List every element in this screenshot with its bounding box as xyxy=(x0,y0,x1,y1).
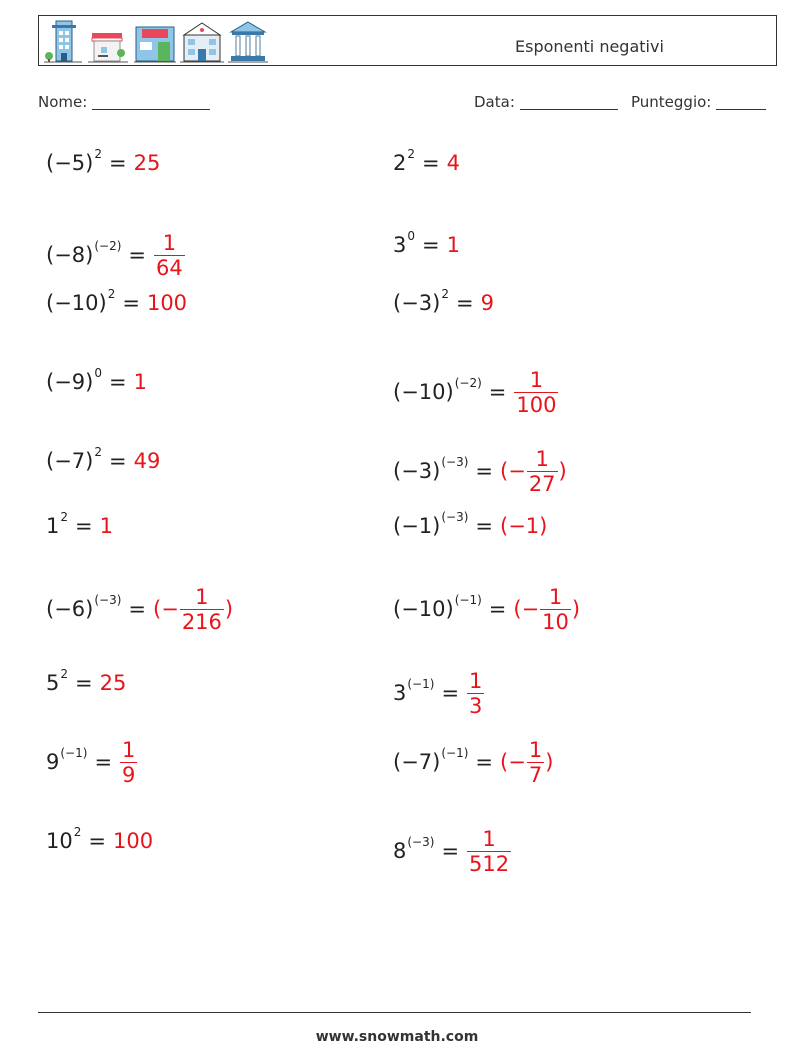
problem-base: 10 xyxy=(46,829,73,853)
date-label: Data: xyxy=(474,93,515,111)
equals-sign: = xyxy=(441,681,460,705)
equals-sign: = xyxy=(108,151,127,175)
problem-base: (−9) xyxy=(46,370,94,394)
answer: 25 xyxy=(133,151,161,175)
equals-sign: = xyxy=(108,370,127,394)
problem-row xyxy=(393,582,580,636)
problem-exponent: (−2) xyxy=(94,239,122,253)
problem-base: 3 xyxy=(393,233,407,257)
problem-row xyxy=(393,286,494,320)
worksheet-title: Esponenti negativi xyxy=(515,37,664,56)
answer xyxy=(513,368,559,417)
equals-sign: = xyxy=(94,750,113,774)
problem-base: (−10) xyxy=(393,380,454,404)
problem-base: (−10) xyxy=(46,291,107,315)
equals-sign: = xyxy=(122,291,140,315)
equals-sign: = xyxy=(488,597,507,621)
equals-sign: = xyxy=(488,380,507,404)
problem-row xyxy=(46,582,233,636)
problem-base: 5 xyxy=(46,671,60,695)
cafe-icon xyxy=(88,19,128,63)
answer xyxy=(500,447,567,496)
answer-open: (− xyxy=(500,459,526,483)
answer-close: ) xyxy=(571,597,581,621)
problem-exponent: (−3) xyxy=(407,835,435,849)
problem-exponent: 0 xyxy=(94,366,102,380)
problem-row xyxy=(393,666,485,720)
answer-fraction xyxy=(527,447,558,496)
fraction-numerator: 1 xyxy=(548,584,563,609)
date-field xyxy=(474,93,618,111)
name-blank xyxy=(92,94,210,110)
answer-fraction xyxy=(514,368,558,417)
answer-close: ) xyxy=(224,597,234,621)
answer xyxy=(466,827,512,876)
answer: 49 xyxy=(133,449,161,473)
answer-open: (− xyxy=(513,597,540,621)
problem-base: (−5) xyxy=(46,151,94,175)
problem-exponent: 2 xyxy=(73,825,82,839)
answer: 25 xyxy=(99,671,127,695)
fraction-denominator: 27 xyxy=(528,471,556,496)
problem-base: (−3) xyxy=(393,291,441,315)
problem-exponent: 2 xyxy=(407,147,416,161)
fraction-denominator: 216 xyxy=(181,609,222,634)
problem-base: (−10) xyxy=(393,597,454,621)
fraction-numerator: 1 xyxy=(122,737,136,762)
problem-exponent: (−1) xyxy=(407,677,435,691)
problem-row xyxy=(46,286,187,320)
problem-base: (−6) xyxy=(46,597,94,621)
score-blank xyxy=(716,94,766,110)
problem-base: 8 xyxy=(393,839,407,863)
shop-icon xyxy=(134,19,176,63)
score-field xyxy=(631,93,766,111)
equals-sign: = xyxy=(455,291,474,315)
problem-row xyxy=(393,444,567,498)
answer-fraction xyxy=(180,585,224,634)
problem-row xyxy=(393,509,547,543)
fraction-numerator: 1 xyxy=(535,446,549,471)
answer-fraction xyxy=(154,231,185,280)
equals-sign: = xyxy=(422,233,440,257)
problem-exponent: 2 xyxy=(441,287,449,301)
footer-divider xyxy=(38,1012,751,1013)
date-blank xyxy=(520,94,618,110)
equals-sign: = xyxy=(475,750,494,774)
fraction-denominator: 64 xyxy=(156,255,183,280)
fraction-numerator: 1 xyxy=(529,367,544,392)
problem-exponent: 2 xyxy=(60,667,69,681)
problem-row xyxy=(46,509,113,543)
problem-row xyxy=(46,444,160,478)
problem-base: (−1) xyxy=(393,514,441,538)
fraction-denominator: 100 xyxy=(516,392,557,417)
problem-row xyxy=(46,146,160,180)
answer xyxy=(500,738,553,787)
answer: 100 xyxy=(112,829,154,853)
answer: 9 xyxy=(480,291,494,315)
problem-base: 1 xyxy=(46,514,60,538)
fraction-numerator: 1 xyxy=(469,668,483,693)
answer-close: ) xyxy=(545,750,554,774)
equals-sign: = xyxy=(75,514,93,538)
problem-base: 2 xyxy=(393,151,407,175)
equals-sign: = xyxy=(475,514,494,538)
equals-sign: = xyxy=(422,151,440,175)
problem-row xyxy=(46,365,147,399)
problem-base: 3 xyxy=(393,681,407,705)
answer-fraction xyxy=(527,738,544,787)
problem-exponent: (−1) xyxy=(454,593,482,607)
equals-sign: = xyxy=(88,829,106,853)
bank-icon xyxy=(228,19,268,63)
fraction-numerator: 1 xyxy=(162,230,177,255)
answer-open: (− xyxy=(500,750,526,774)
score-label: Punteggio: xyxy=(631,93,712,111)
answer-fraction xyxy=(120,738,137,787)
problem-exponent: 2 xyxy=(60,510,69,524)
name-field xyxy=(38,93,210,111)
problem-base: (−3) xyxy=(393,459,441,483)
answer xyxy=(119,738,138,787)
fraction-numerator: 1 xyxy=(528,737,543,762)
answer xyxy=(466,669,485,718)
answer-fraction xyxy=(540,585,571,634)
answer: 1 xyxy=(99,514,113,538)
problem-exponent: (−2) xyxy=(454,376,482,390)
fraction-denominator: 512 xyxy=(469,851,510,876)
equals-sign: = xyxy=(475,459,494,483)
problem-exponent: (−3) xyxy=(94,593,122,607)
problem-base: 9 xyxy=(46,750,60,774)
answer-close: ) xyxy=(558,459,567,483)
problem-row xyxy=(46,735,138,789)
answer: 4 xyxy=(446,151,460,175)
problem-exponent: 2 xyxy=(94,147,102,161)
problem-base: (−7) xyxy=(393,750,441,774)
problem-exponent: 2 xyxy=(94,445,102,459)
answer xyxy=(513,585,580,634)
problem-row xyxy=(393,735,553,789)
problem-exponent: (−1) xyxy=(441,746,469,760)
equals-sign: = xyxy=(441,839,460,863)
problem-exponent: (−3) xyxy=(441,510,469,524)
header-box xyxy=(38,15,777,66)
answer: 100 xyxy=(146,291,188,315)
answer: 1 xyxy=(133,370,147,394)
problem-row xyxy=(46,666,126,700)
answer xyxy=(153,231,186,280)
problem-exponent: (−3) xyxy=(441,455,469,469)
problem-row xyxy=(393,146,460,180)
problem-row xyxy=(46,228,186,282)
problem-row xyxy=(393,824,512,878)
answer: 1 xyxy=(446,233,460,257)
problem-exponent: 0 xyxy=(407,229,416,243)
fraction-denominator: 9 xyxy=(122,762,136,787)
problem-row xyxy=(393,365,559,419)
answer: (−1) xyxy=(500,514,548,538)
problem-base: (−7) xyxy=(46,449,94,473)
problem-exponent: 2 xyxy=(107,287,116,301)
problem-row xyxy=(393,228,460,262)
answer-fraction xyxy=(467,669,484,718)
answer-fraction xyxy=(467,827,511,876)
fraction-numerator: 1 xyxy=(195,584,209,609)
equals-sign: = xyxy=(128,243,147,267)
fraction-numerator: 1 xyxy=(482,826,496,851)
answer-open: (− xyxy=(153,597,179,621)
answer xyxy=(153,585,233,634)
equals-sign: = xyxy=(108,449,127,473)
fraction-denominator: 7 xyxy=(528,762,543,787)
office-tower-icon xyxy=(44,19,82,63)
fraction-denominator: 10 xyxy=(542,609,569,634)
name-label: Nome: xyxy=(38,93,88,111)
footer-website: www.snowmath.com xyxy=(315,1029,479,1045)
problem-exponent: (−1) xyxy=(60,746,88,760)
fraction-denominator: 3 xyxy=(469,693,483,718)
equals-sign: = xyxy=(75,671,93,695)
problem-row xyxy=(46,824,153,858)
school-icon xyxy=(180,19,224,63)
problem-base: (−8) xyxy=(46,243,94,267)
equals-sign: = xyxy=(128,597,147,621)
